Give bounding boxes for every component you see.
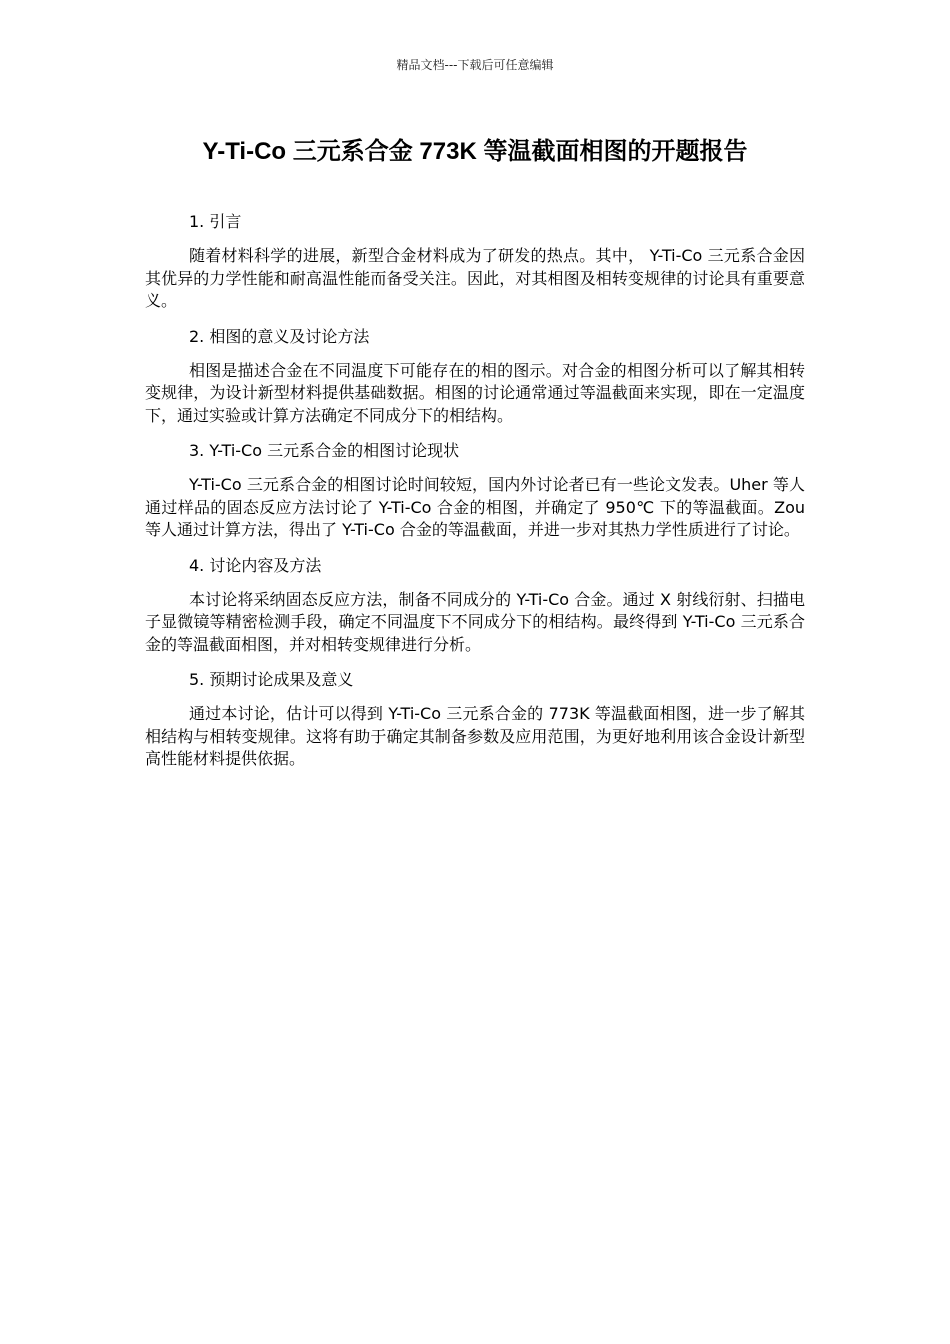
section-current-research	[145, 437, 805, 542]
section-heading: 5. 预期讨论成果及意义	[189, 670, 354, 689]
section-heading: 3. Y-Ti-Co 三元系合金的相图讨论现状	[189, 441, 460, 460]
document-body	[145, 208, 805, 781]
section-heading: 4. 讨论内容及方法	[189, 555, 322, 575]
section-paragraph: 通过本讨论，估计可以得到 Y-Ti-Co 三元系合金的 773K 等温截面相图，进一步了解其相结构与相转变规律。这将有助于确定其制备参数及应用范围，为更好地利用该合金设计新型高性能材料提供依据。	[145, 704, 805, 768]
document-title: Y-Ti-Co 三元系合金 773K 等温截面相图的开题报告	[202, 138, 748, 165]
section-heading: 2. 相图的意义及讨论方法	[189, 326, 370, 346]
section-paragraph: 相图是描述合金在不同温度下可能存在的相的图示。对合金的相图分析可以了解其相转变规律，为设计新型材料提供基础数据。相图的讨论通常通过等温截面来实现，即在一定温度下，通过实验或计算方法确定不同成分下的相结构。	[145, 360, 805, 425]
section-content-methods	[145, 552, 805, 657]
section-introduction	[145, 208, 805, 313]
section-expected-results	[145, 666, 805, 771]
section-heading: 1. 引言	[189, 212, 242, 231]
section-paragraph: 本讨论将采纳固态反应方法，制备不同成分的 Y-Ti-Co 合金。通过 X 射线衍射、扫描电子显微镜等精密检测手段，确定不同温度下不同成分下的相结构。最终得到 Y-Ti-Co 三元系合金的等温截面相图，并对相转变规律进行分析。	[145, 589, 805, 654]
section-phase-diagram-methods	[145, 323, 805, 428]
section-paragraph: 随着材料科学的进展，新型合金材料成为了研发的热点。其中， Y-Ti-Co 三元系合金因其优异的力学性能和耐高温性能而备受关注。因此，对其相图及相转变规律的讨论具有重要意义。	[145, 246, 805, 310]
page-header: 精品文档---下载后可任意编辑	[396, 58, 554, 72]
section-paragraph: Y-Ti-Co 三元系合金的相图讨论时间较短，国内外讨论者已有一些论文发表。Uher 等人通过样品的固态反应方法讨论了 Y-Ti-Co 合金的相图，并确定了 950℃ 下的等温截面。Zou 等人通过计算方法，得出了 Y-Ti-Co 合金的等温截面，并进一步对其热力学性质进行了讨论。	[145, 475, 805, 539]
